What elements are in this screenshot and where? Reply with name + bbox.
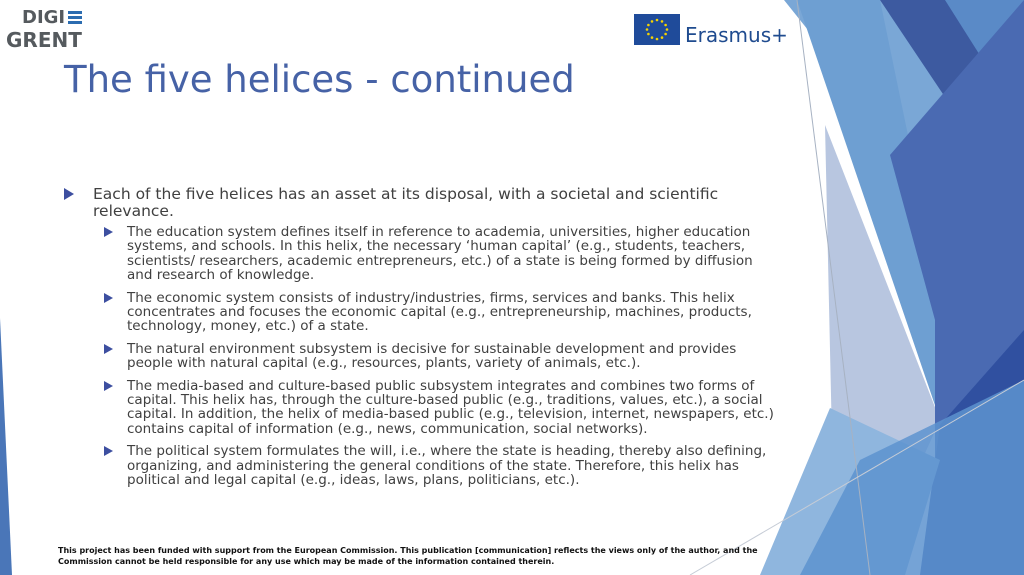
logo-text-line1: DIGI bbox=[22, 7, 66, 28]
sub-bullet-text: The economic system consists of industry/industries, firms, services and banks. This helix concentrates and focuses the economic capital (e.g., entrepreneurship, machines, products, technology, money, etc.) of a state. bbox=[127, 289, 752, 335]
logo-text-line2: GRENT bbox=[6, 28, 82, 52]
bullet-arrow-icon bbox=[104, 381, 113, 391]
bullet-arrow-icon bbox=[104, 344, 113, 354]
slide-title: The five helices - continued bbox=[64, 58, 575, 101]
sub-bullet-text: The natural environment subsystem is decisive for sustainable development and provides people with natural capital (e.g., resources, plants, variety of animals, etc.). bbox=[127, 340, 737, 372]
digigrent-logo bbox=[6, 8, 86, 52]
sub-bullet-text: The education system defines itself in reference to academia, universities, higher education systems, and schools. In this helix, the necessary ‘human capital’ (e.g., students, teachers, scientists/ researchers, academic entrepreneurs, etc.) of a state is being formed by diffusion and research of knowledge. bbox=[127, 224, 753, 284]
main-bullet-text: Each of the five helices has an asset at its disposal, with a societal and scientific relevance. bbox=[93, 185, 719, 220]
main-bullet bbox=[64, 186, 774, 219]
bullet-arrow-icon bbox=[104, 293, 113, 303]
eu-flag-icon bbox=[634, 14, 680, 45]
sub-bullet-text: The media-based and culture-based public subsystem integrates and combines two forms of capital. This helix has, through the culture-based public (e.g., traditions, values, etc.), a social capital. In addition, the helix of media-based public (e.g., television, internet, newspapers, etc.) contains capital of information (e.g., news, communication, social networks). bbox=[127, 377, 774, 437]
bullet-arrow-icon bbox=[104, 446, 113, 456]
slide-body bbox=[64, 186, 774, 496]
logo-bars-icon bbox=[68, 11, 82, 27]
sub-bullet bbox=[64, 342, 774, 371]
erasmus-plus-logo: Erasmus+ bbox=[685, 23, 788, 47]
sub-bullet bbox=[64, 444, 774, 487]
sub-bullet bbox=[64, 291, 774, 334]
funding-disclaimer: This project has been funded with support from the European Commission. This publication [communication] reflects the views only of the author, and the Commission cannot be held responsible for any use which may be made of the information contained therein. bbox=[58, 546, 758, 566]
sub-bullet bbox=[64, 225, 774, 283]
bullet-arrow-icon bbox=[104, 227, 113, 237]
bullet-arrow-icon bbox=[64, 188, 74, 200]
sub-bullet bbox=[64, 379, 774, 437]
sub-bullet-text: The political system formulates the will, i.e., where the state is heading, thereby also defining, organizing, and administering the general conditions of the state. Therefore, this helix has political and legal capital (e.g., ideas, laws, plans, politicians, etc.). bbox=[127, 443, 767, 489]
